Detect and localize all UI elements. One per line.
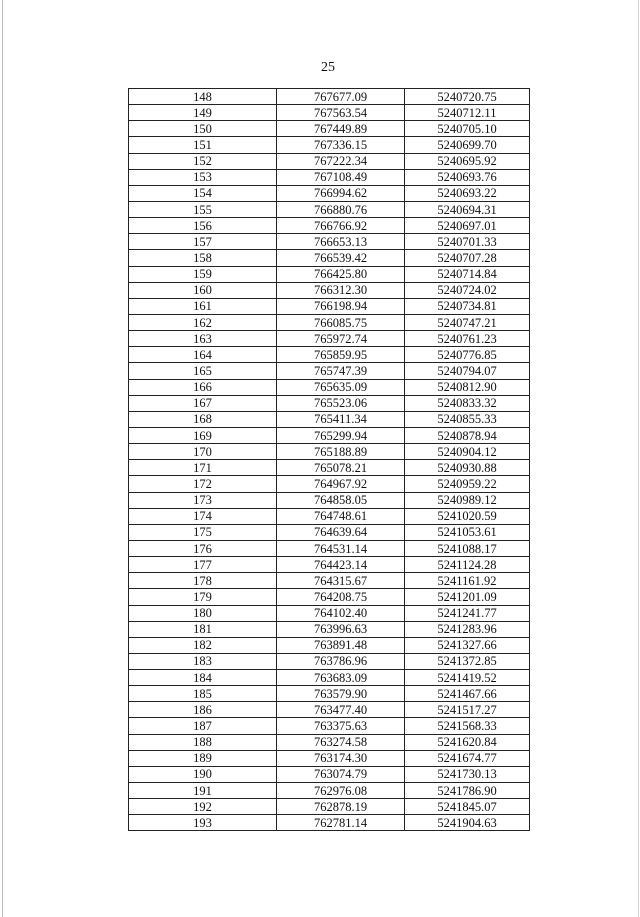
x-coordinate-cell: 765523.06 [277,395,405,411]
scan-edge-left [2,0,3,917]
y-coordinate-cell: 5240794.07 [405,363,530,379]
point-number-cell: 155 [129,201,277,217]
point-number-cell: 159 [129,266,277,282]
table-row [129,379,530,395]
y-coordinate-cell: 5241467.66 [405,686,530,702]
point-number-cell: 185 [129,686,277,702]
y-coordinate-cell: 5240712.11 [405,105,530,121]
y-coordinate-cell: 5240707.28 [405,250,530,266]
x-coordinate-cell: 762976.08 [277,783,405,799]
x-coordinate-cell: 767222.34 [277,153,405,169]
x-coordinate-cell: 763891.48 [277,637,405,653]
point-number-cell: 178 [129,573,277,589]
table-row [129,573,530,589]
table-row [129,169,530,185]
y-coordinate-cell: 5240776.85 [405,347,530,363]
x-coordinate-cell: 766312.30 [277,282,405,298]
y-coordinate-cell: 5241241.77 [405,605,530,621]
point-number-cell: 181 [129,621,277,637]
scan-edge-right [638,0,639,917]
point-number-cell: 149 [129,105,277,121]
table-row [129,218,530,234]
point-number-cell: 170 [129,444,277,460]
table-row [129,395,530,411]
table-row [129,686,530,702]
point-number-cell: 189 [129,750,277,766]
y-coordinate-cell: 5241161.92 [405,573,530,589]
table-row [129,298,530,314]
point-number-cell: 160 [129,282,277,298]
table-row [129,234,530,250]
point-number-cell: 177 [129,557,277,573]
x-coordinate-cell: 766880.76 [277,201,405,217]
x-coordinate-cell: 766994.62 [277,185,405,201]
table-row [129,460,530,476]
y-coordinate-cell: 5240930.88 [405,460,530,476]
table-row [129,750,530,766]
x-coordinate-cell: 765078.21 [277,460,405,476]
y-coordinate-cell: 5240714.84 [405,266,530,282]
point-number-cell: 184 [129,670,277,686]
y-coordinate-cell: 5241730.13 [405,766,530,782]
point-number-cell: 163 [129,331,277,347]
x-coordinate-cell: 763477.40 [277,702,405,718]
table-row [129,105,530,121]
point-number-cell: 152 [129,153,277,169]
x-coordinate-cell: 763786.96 [277,653,405,669]
x-coordinate-cell: 765188.89 [277,444,405,460]
y-coordinate-cell: 5240812.90 [405,379,530,395]
y-coordinate-cell: 5241020.59 [405,508,530,524]
y-coordinate-cell: 5241419.52 [405,670,530,686]
x-coordinate-cell: 767563.54 [277,105,405,121]
point-number-cell: 171 [129,460,277,476]
table-row [129,331,530,347]
y-coordinate-cell: 5241053.61 [405,524,530,540]
x-coordinate-cell: 766198.94 [277,298,405,314]
y-coordinate-cell: 5240695.92 [405,153,530,169]
table-row [129,815,530,831]
x-coordinate-cell: 767108.49 [277,169,405,185]
coordinates-table-body [129,89,530,831]
point-number-cell: 157 [129,234,277,250]
y-coordinate-cell: 5240833.32 [405,395,530,411]
point-number-cell: 154 [129,185,277,201]
point-number-cell: 150 [129,121,277,137]
y-coordinate-cell: 5241124.28 [405,557,530,573]
y-coordinate-cell: 5240699.70 [405,137,530,153]
point-number-cell: 151 [129,137,277,153]
point-number-cell: 153 [129,169,277,185]
point-number-cell: 188 [129,734,277,750]
x-coordinate-cell: 763579.90 [277,686,405,702]
y-coordinate-cell: 5241517.27 [405,702,530,718]
y-coordinate-cell: 5240878.94 [405,427,530,443]
x-coordinate-cell: 764748.61 [277,508,405,524]
point-number-cell: 156 [129,218,277,234]
x-coordinate-cell: 765299.94 [277,427,405,443]
y-coordinate-cell: 5240697.01 [405,218,530,234]
table-row [129,121,530,137]
table-row [129,427,530,443]
y-coordinate-cell: 5240989.12 [405,492,530,508]
table-row [129,266,530,282]
table-row [129,621,530,637]
x-coordinate-cell: 763274.58 [277,734,405,750]
point-number-cell: 179 [129,589,277,605]
table-row [129,137,530,153]
x-coordinate-cell: 763375.63 [277,718,405,734]
point-number-cell: 167 [129,395,277,411]
x-coordinate-cell: 764423.14 [277,557,405,573]
table-row [129,524,530,540]
y-coordinate-cell: 5241845.07 [405,799,530,815]
table-row [129,282,530,298]
y-coordinate-cell: 5241568.33 [405,718,530,734]
table-row [129,718,530,734]
y-coordinate-cell: 5240724.02 [405,282,530,298]
table-row [129,508,530,524]
point-number-cell: 183 [129,653,277,669]
x-coordinate-cell: 765972.74 [277,331,405,347]
y-coordinate-cell: 5240720.75 [405,89,530,105]
point-number-cell: 168 [129,411,277,427]
point-number-cell: 191 [129,783,277,799]
x-coordinate-cell: 765411.34 [277,411,405,427]
table-row [129,411,530,427]
x-coordinate-cell: 764531.14 [277,540,405,556]
y-coordinate-cell: 5240705.10 [405,121,530,137]
table-row [129,153,530,169]
x-coordinate-cell: 766766.92 [277,218,405,234]
point-number-cell: 169 [129,427,277,443]
x-coordinate-cell: 763996.63 [277,621,405,637]
point-number-cell: 161 [129,298,277,314]
point-number-cell: 186 [129,702,277,718]
x-coordinate-cell: 767336.15 [277,137,405,153]
table-row [129,734,530,750]
x-coordinate-cell: 763174.30 [277,750,405,766]
point-number-cell: 148 [129,89,277,105]
table-row [129,185,530,201]
x-coordinate-cell: 764315.67 [277,573,405,589]
table-row [129,347,530,363]
x-coordinate-cell: 763683.09 [277,670,405,686]
page-number: 25 [321,60,335,75]
x-coordinate-cell: 765635.09 [277,379,405,395]
y-coordinate-cell: 5241201.09 [405,589,530,605]
coordinates-table [128,88,530,831]
table-row [129,492,530,508]
y-coordinate-cell: 5241088.17 [405,540,530,556]
point-number-cell: 172 [129,476,277,492]
x-coordinate-cell: 764858.05 [277,492,405,508]
point-number-cell: 182 [129,637,277,653]
table-row [129,670,530,686]
point-number-cell: 176 [129,540,277,556]
x-coordinate-cell: 763074.79 [277,766,405,782]
x-coordinate-cell: 767449.89 [277,121,405,137]
y-coordinate-cell: 5240734.81 [405,298,530,314]
x-coordinate-cell: 766653.13 [277,234,405,250]
point-number-cell: 164 [129,347,277,363]
table-row [129,766,530,782]
y-coordinate-cell: 5240694.31 [405,201,530,217]
x-coordinate-cell: 764208.75 [277,589,405,605]
x-coordinate-cell: 766425.80 [277,266,405,282]
y-coordinate-cell: 5241283.96 [405,621,530,637]
point-number-cell: 174 [129,508,277,524]
x-coordinate-cell: 766539.42 [277,250,405,266]
x-coordinate-cell: 766085.75 [277,314,405,330]
y-coordinate-cell: 5240693.76 [405,169,530,185]
table-row [129,653,530,669]
table-row [129,314,530,330]
x-coordinate-cell: 762878.19 [277,799,405,815]
y-coordinate-cell: 5241327.66 [405,637,530,653]
table-row [129,702,530,718]
y-coordinate-cell: 5241372.85 [405,653,530,669]
x-coordinate-cell: 764639.64 [277,524,405,540]
x-coordinate-cell: 764102.40 [277,605,405,621]
point-number-cell: 162 [129,314,277,330]
table-row [129,799,530,815]
table-row [129,557,530,573]
x-coordinate-cell: 765747.39 [277,363,405,379]
point-number-cell: 187 [129,718,277,734]
y-coordinate-cell: 5240747.21 [405,314,530,330]
point-number-cell: 193 [129,815,277,831]
table-row [129,201,530,217]
point-number-cell: 190 [129,766,277,782]
y-coordinate-cell: 5240693.22 [405,185,530,201]
table-row [129,476,530,492]
x-coordinate-cell: 762781.14 [277,815,405,831]
table-row [129,250,530,266]
y-coordinate-cell: 5241904.63 [405,815,530,831]
point-number-cell: 180 [129,605,277,621]
x-coordinate-cell: 765859.95 [277,347,405,363]
y-coordinate-cell: 5240904.12 [405,444,530,460]
point-number-cell: 165 [129,363,277,379]
table-row [129,540,530,556]
point-number-cell: 192 [129,799,277,815]
table-row [129,89,530,105]
y-coordinate-cell: 5240959.22 [405,476,530,492]
table-row [129,637,530,653]
table-row [129,444,530,460]
point-number-cell: 166 [129,379,277,395]
x-coordinate-cell: 767677.09 [277,89,405,105]
y-coordinate-cell: 5241620.84 [405,734,530,750]
y-coordinate-cell: 5240701.33 [405,234,530,250]
table-row [129,363,530,379]
table-row [129,783,530,799]
y-coordinate-cell: 5240761.23 [405,331,530,347]
point-number-cell: 175 [129,524,277,540]
table-row [129,589,530,605]
point-number-cell: 173 [129,492,277,508]
point-number-cell: 158 [129,250,277,266]
y-coordinate-cell: 5241674.77 [405,750,530,766]
table-row [129,605,530,621]
y-coordinate-cell: 5240855.33 [405,411,530,427]
y-coordinate-cell: 5241786.90 [405,783,530,799]
x-coordinate-cell: 764967.92 [277,476,405,492]
